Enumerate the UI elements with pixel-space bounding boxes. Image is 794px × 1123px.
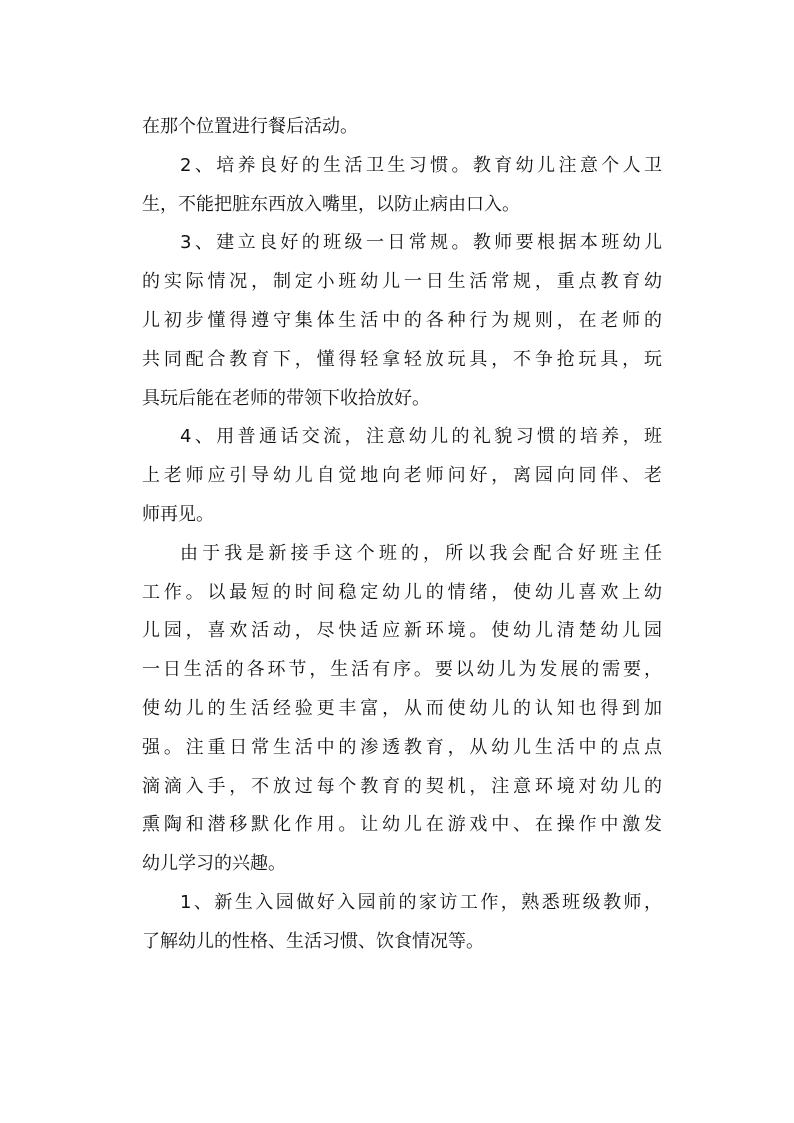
- text-line: 一日生活的各环节，生活有序。要以幼儿为发展的需要，: [142, 659, 662, 681]
- text-line: 滴滴入手，不放过每个教育的契机，注意环境对幼儿的: [142, 775, 662, 797]
- body-text: [142, 108, 662, 962]
- paragraph-first-line: 4、用普通话交流，注意幼儿的礼貌习惯的培养，班: [180, 426, 662, 448]
- paragraph-first-line: 由于我是新接手这个班的，所以我会配合好班主任: [180, 542, 662, 564]
- text-line: 具玩后能在老师的带领下收拾放好。: [142, 387, 430, 409]
- text-line: 的实际情况，制定小班幼儿一日生活常规，重点教育幼: [142, 271, 662, 293]
- text-line: 在那个位置进行餐后活动。: [142, 116, 358, 137]
- paragraph-first-line: 2、培养良好的生活卫生习惯。教育幼儿注意个人卫: [180, 154, 662, 176]
- text-line: 幼儿学习的兴趣。: [142, 853, 286, 875]
- text-line: 了解幼儿的性格、生活习惯、饮食情况等。: [142, 930, 484, 952]
- text-line: 儿初步懂得遵守集体生活中的各种行为规则，在老师的: [142, 309, 662, 331]
- text-line: 工作。以最短的时间稳定幼儿的情绪，使幼儿喜欢上幼: [142, 581, 662, 603]
- paragraph-first-line: 1、新生入园做好入园前的家访工作，熟悉班级教师，: [180, 891, 662, 913]
- text-line: 师再见。: [142, 503, 214, 525]
- text-line: 使幼儿的生活经验更丰富，从而使幼儿的认知也得到加: [142, 697, 662, 719]
- paragraph-first-line: 3、建立良好的班级一日常规。教师要根据本班幼儿: [180, 232, 662, 254]
- text-line: 共同配合教育下，懂得轻拿轻放玩具，不争抢玩具，玩: [142, 348, 662, 370]
- text-line: 生，不能把脏东西放入嘴里，以防止病由口入。: [142, 193, 520, 215]
- text-line: 强。注重日常生活中的渗透教育，从幼儿生活中的点点: [142, 736, 662, 758]
- text-line: 上老师应引导幼儿自觉地向老师问好，离园向同伴、老: [142, 465, 662, 487]
- text-line: 熏陶和潜移默化作用。让幼儿在游戏中、在操作中激发: [142, 814, 662, 836]
- text-line: 儿园，喜欢活动，尽快适应新环境。使幼儿清楚幼儿园: [142, 620, 662, 642]
